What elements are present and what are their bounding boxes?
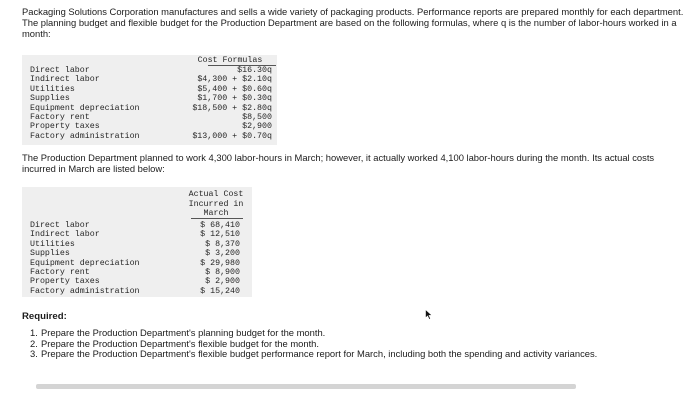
required-heading: Required:	[22, 311, 67, 322]
formula-value: $18,500 + $2.80q	[192, 103, 272, 113]
header-underline	[191, 218, 243, 219]
actual-value: $ 15,240	[200, 286, 240, 296]
cost-label: Indirect labor	[30, 75, 100, 85]
header-line: Incurred in	[188, 199, 244, 209]
cost-label: Indirect labor	[30, 230, 100, 240]
actual-hours-paragraph: The Production Department planned to work 4,300 labor-hours in March; however, it actually worked 4,100 labor-hours during the month. Its actual costs incurred in March are listed below:	[22, 152, 655, 175]
actual-value: $ 8,370	[205, 239, 240, 249]
cost-labels	[30, 66, 140, 141]
header-line: March	[203, 209, 229, 218]
formula-value: $16.30q	[237, 66, 272, 75]
cost-labels	[30, 221, 140, 296]
item-text: Prepare the Production Department's planning budget for the month.	[41, 327, 326, 338]
cost-label: Property taxes	[30, 122, 100, 132]
cost-label: Direct labor	[30, 221, 90, 230]
cost-label: Supplies	[30, 94, 70, 104]
formula-value: $8,500	[242, 112, 272, 122]
header-line: Actual Cost	[188, 190, 244, 199]
required-list	[30, 328, 690, 360]
formula-value: $13,000 + $0.70q	[192, 131, 272, 141]
item-number: 2.	[30, 337, 38, 349]
horizontal-scrollbar[interactable]	[36, 384, 576, 389]
formula-values	[172, 66, 272, 141]
cost-label: Utilities	[30, 239, 75, 249]
cost-label: Factory rent	[30, 267, 90, 277]
formula-value: $1,700 + $0.30q	[197, 94, 272, 104]
actual-value: $ 8,900	[205, 267, 240, 277]
actual-value: $ 3,200	[205, 249, 240, 259]
item-text: Prepare the Production Department's flexible budget for the month.	[41, 337, 319, 349]
required-item	[30, 349, 690, 360]
intro-paragraph: Packaging Solutions Corporation manufactures and sells a wide variety of packaging products. Performance reports are prepared monthly for each department. The planning budget and flexible budget for the Production Department are based on the following formulas, where q is the number of labor-hours worked in a month:	[22, 6, 684, 40]
item-number: 3.	[30, 348, 38, 360]
formula-value: $5,400 + $0.60q	[197, 84, 272, 94]
mouse-cursor-icon	[425, 307, 433, 325]
actual-value: $ 29,980	[200, 258, 240, 268]
cost-formulas-header: Cost Formulas	[197, 56, 263, 65]
cost-label: Equipment depreciation	[30, 258, 140, 268]
actual-values	[190, 221, 240, 296]
actual-cost-header	[186, 190, 246, 219]
actual-costs-table	[22, 187, 252, 297]
cost-label: Supplies	[30, 249, 70, 259]
formula-value: $4,300 + $2.10q	[197, 75, 272, 85]
actual-value: $ 12,510	[200, 230, 240, 240]
cost-label: Factory administration	[30, 286, 140, 296]
cost-label: Equipment depreciation	[30, 103, 140, 113]
cost-label: Property taxes	[30, 277, 100, 287]
cost-formulas-table	[22, 55, 277, 145]
item-text: Prepare the Production Department's flexible budget performance report for March, including both the spending and activity variances.	[41, 348, 598, 360]
actual-value: $ 2,900	[205, 277, 240, 287]
cost-label: Factory rent	[30, 112, 90, 122]
cost-label: Direct labor	[30, 66, 90, 75]
item-number: 1.	[30, 327, 38, 338]
cost-label: Utilities	[30, 84, 75, 94]
formula-value: $2,900	[242, 122, 272, 132]
actual-value: $ 68,410	[200, 221, 240, 230]
cost-label: Factory administration	[30, 131, 140, 141]
